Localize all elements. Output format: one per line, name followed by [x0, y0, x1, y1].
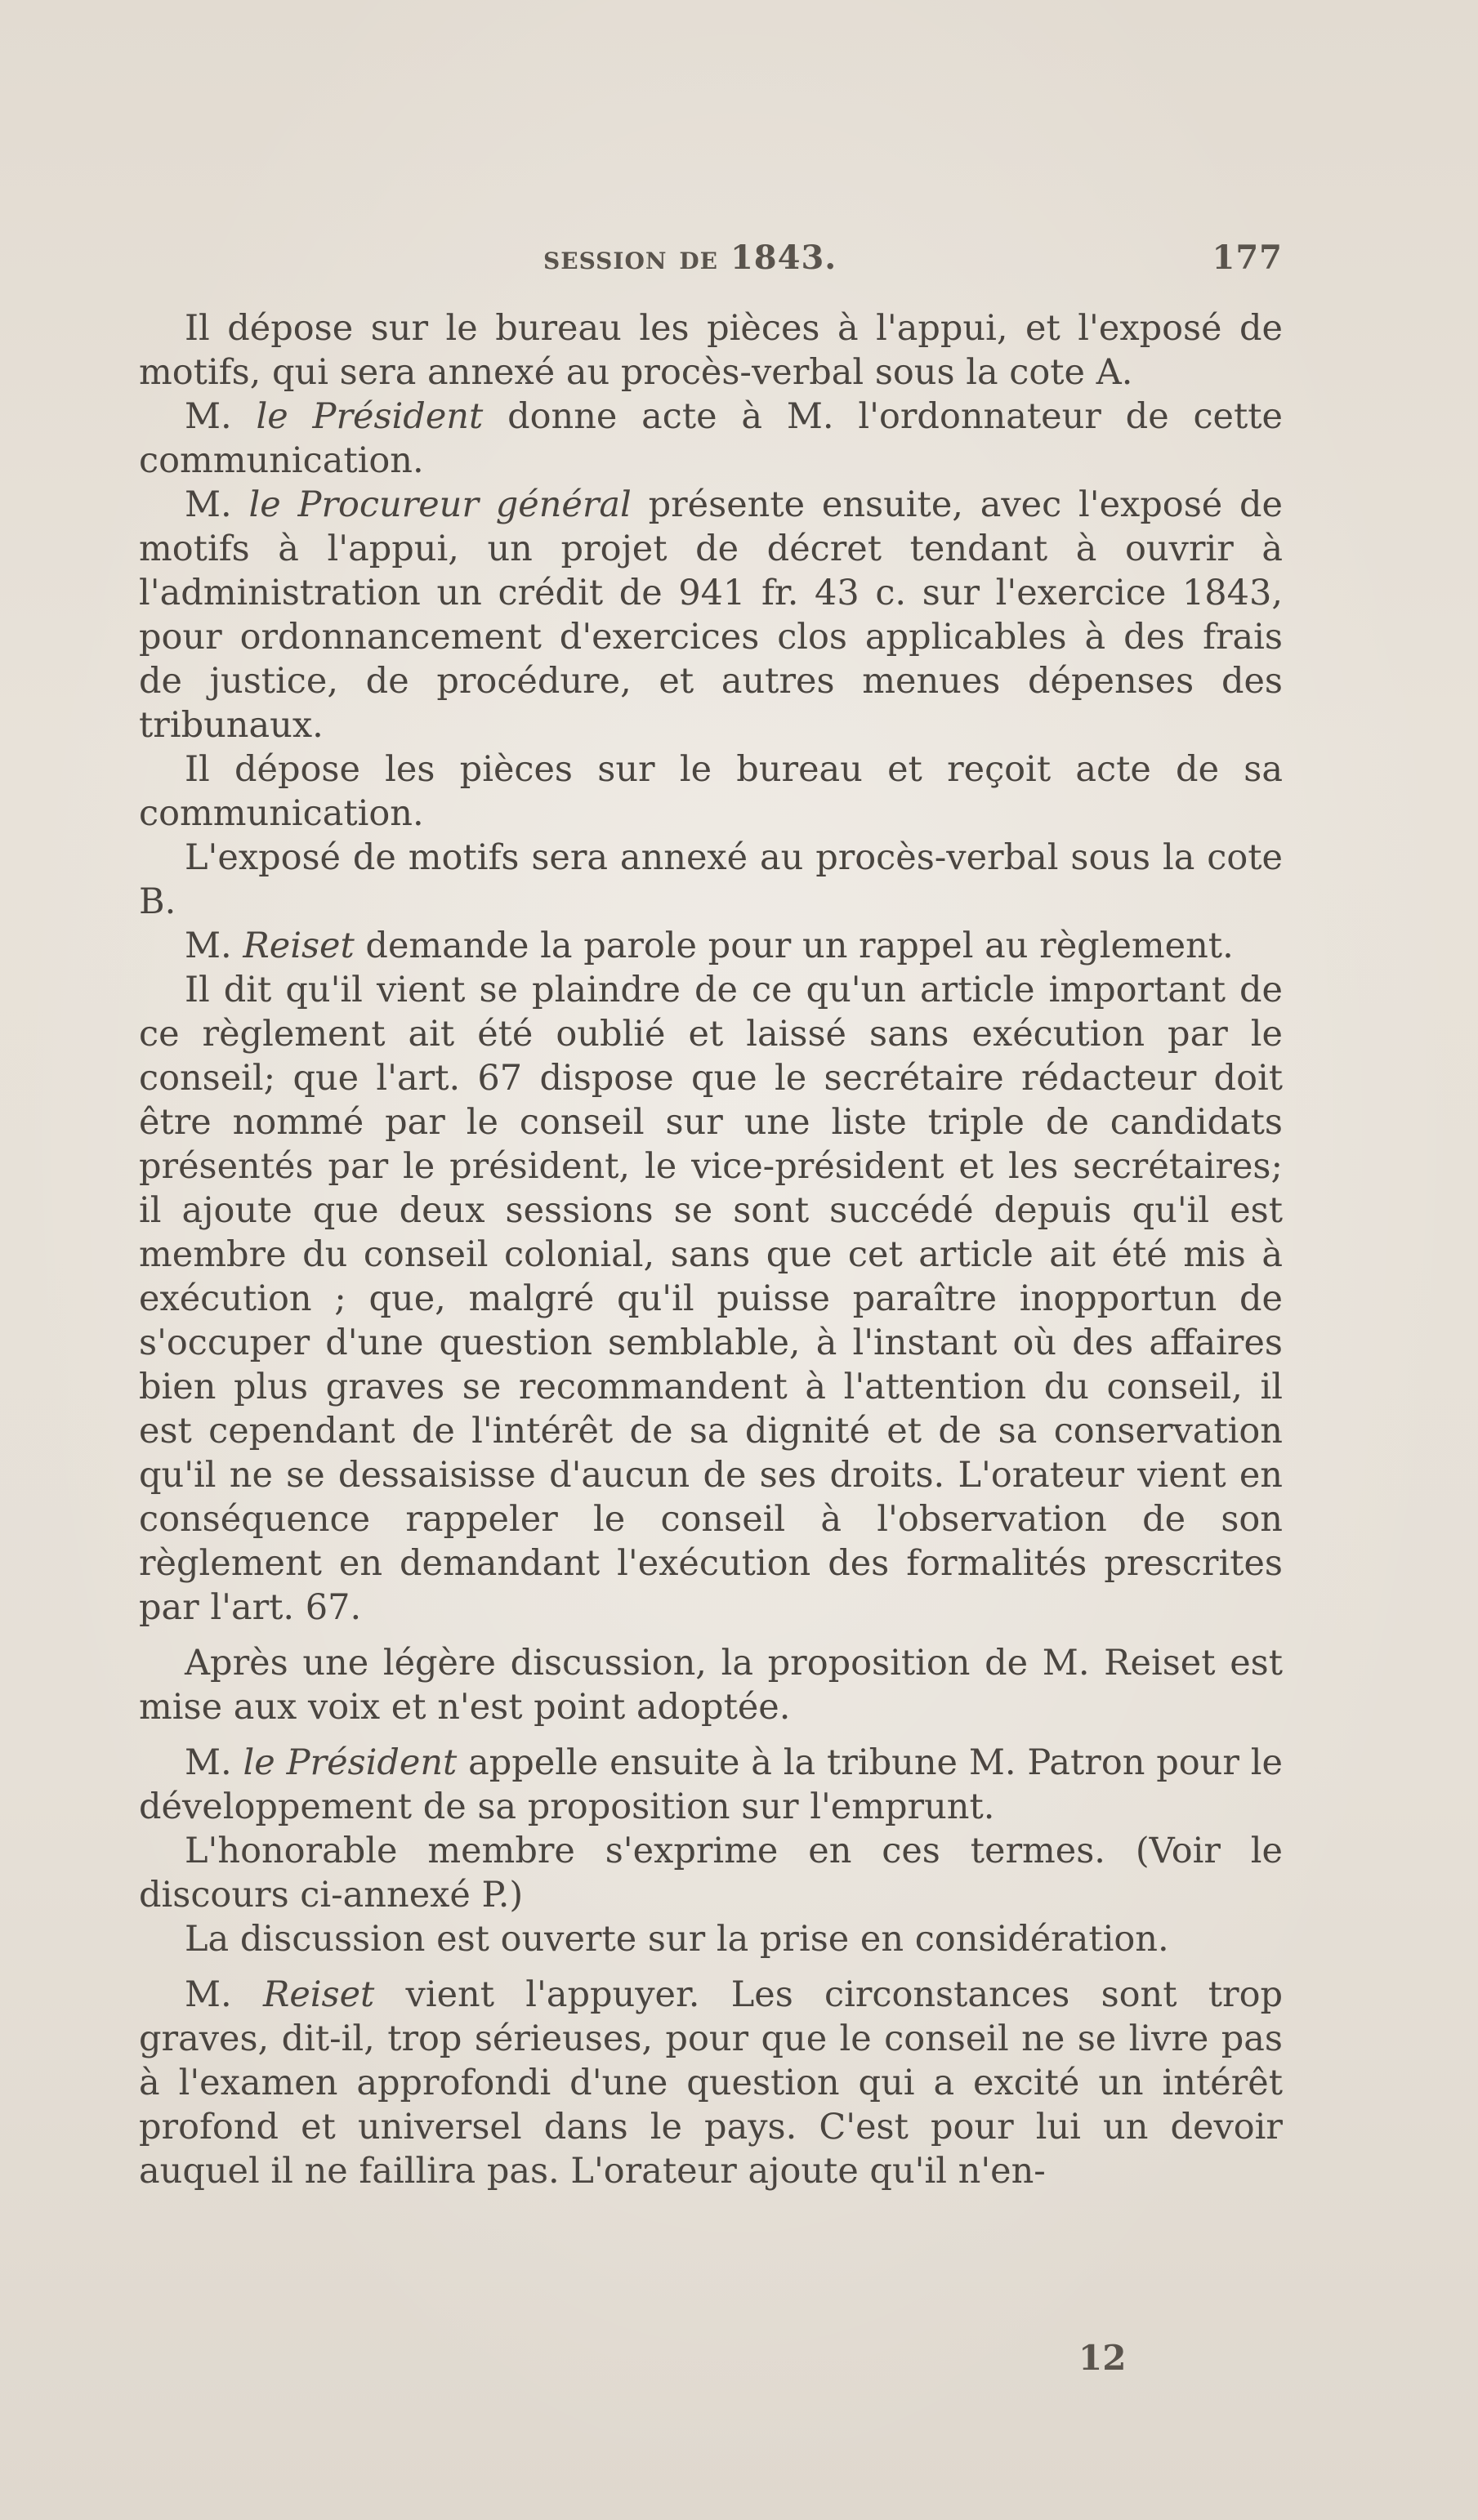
paragraph — [139, 968, 1283, 1630]
paragraph — [139, 836, 1283, 924]
running-title: session de 1843. — [543, 239, 837, 277]
paragraph-prefix: M. — [185, 925, 243, 966]
signature-mark: 12 — [1078, 2338, 1127, 2378]
paragraph — [139, 747, 1283, 836]
paragraph — [139, 306, 1283, 395]
paragraph — [139, 1973, 1283, 2193]
paragraph — [139, 483, 1283, 747]
paragraph-text: La discussion est ouverte sur la prise en considération. — [185, 1919, 1169, 1960]
paragraph-text: donne acte à M. l'ordonnateur de cette communication. — [139, 396, 1283, 481]
paragraph — [139, 1829, 1283, 1917]
paragraph-prefix: M. — [185, 1742, 243, 1783]
paragraph-text: Il dit qu'il vient se plaindre de ce qu'un article important de ce règlement ait été oublié et laissé sans exécution par le conseil; que l'art. 67 dispose que le secrétaire rédacteur doit être nommé par le conseil sur une liste triple de candidats présentés par le président, le vice-président et les secrétaires; il ajoute que deux sessions se sont succédé depuis qu'il est membre du conseil colonial, sans que cet article ait été mis à exécution ; que, malgré qu'il puisse paraître inopportun de s'occuper d'une question semblable, à l'instant où des affaires bien plus graves se recommandent à l'attention du conseil, il est cependant de l'intérêt de sa dignité et de sa conservation qu'il ne se dessaisisse d'aucun de ses droits. L'orateur vient en conséquence rappeler le conseil à l'observation de son règlement en demandant l'exécution des formalités prescrites par l'art. 67. — [139, 970, 1283, 1628]
speaker-name: le Président — [256, 396, 484, 437]
paragraph-text: appelle ensuite à la tribune M. Patron pour le développement de sa proposition sur l'emprunt. — [139, 1742, 1283, 1827]
paragraph-text: L'exposé de motifs sera annexé au procès-verbal sous la cote B. — [139, 837, 1283, 922]
page-header — [139, 239, 1283, 288]
body-text — [139, 306, 1283, 2193]
speaker-name: Reiset — [262, 1974, 375, 2015]
paragraph-text: Il dépose les pièces sur le bureau et reçoit acte de sa communication. — [139, 749, 1283, 834]
speaker-name: le Président — [243, 1742, 458, 1783]
paragraph-prefix: M. — [185, 396, 257, 437]
paragraph — [139, 924, 1283, 968]
paragraph-text: vient l'appuyer. Les circonstances sont trop graves, dit-il, trop sérieuses, pour que le conseil ne se livre pas à l'examen approfondi d'une question qui a excité un intérêt profond et universel dans le pays. C'est pour lui un devoir auquel il ne faillira pas. L'orateur ajoute qu'il n'en- — [139, 1974, 1283, 2192]
paragraph-text: Après une légère discussion, la proposition de M. Reiset est mise aux voix et n'est point adoptée. — [139, 1643, 1283, 1728]
paragraph-text: demande la parole pour un rappel au règlement. — [354, 925, 1234, 966]
paragraph — [139, 1641, 1283, 1729]
paragraph-text: Il dépose sur le bureau les pièces à l'appui, et l'exposé de motifs, qui sera annexé au procès-verbal sous la cote A. — [139, 308, 1283, 393]
paragraph — [139, 395, 1283, 483]
paragraph-prefix: M. — [185, 1974, 263, 2015]
speaker-name: le Procureur général — [248, 484, 632, 525]
paragraph-prefix: M. — [185, 484, 249, 525]
speaker-name: Reiset — [243, 925, 355, 966]
paragraph-text: L'honorable membre s'exprime en ces termes. (Voir le discours ci-annexé P.) — [139, 1831, 1283, 1916]
paragraph — [139, 1917, 1283, 1961]
paragraph-text: présente ensuite, avec l'exposé de motifs à l'appui, un projet de décret tendant à ouvrir à l'administration un crédit de 941 fr. 43 c. sur l'exercice 1843, pour ordonnancement d'exercices clos applicables à des frais de justice, de procédure, et autres menues dépenses des tribunaux. — [139, 484, 1283, 746]
paragraph — [139, 1741, 1283, 1829]
page-number: 177 — [1212, 239, 1283, 277]
